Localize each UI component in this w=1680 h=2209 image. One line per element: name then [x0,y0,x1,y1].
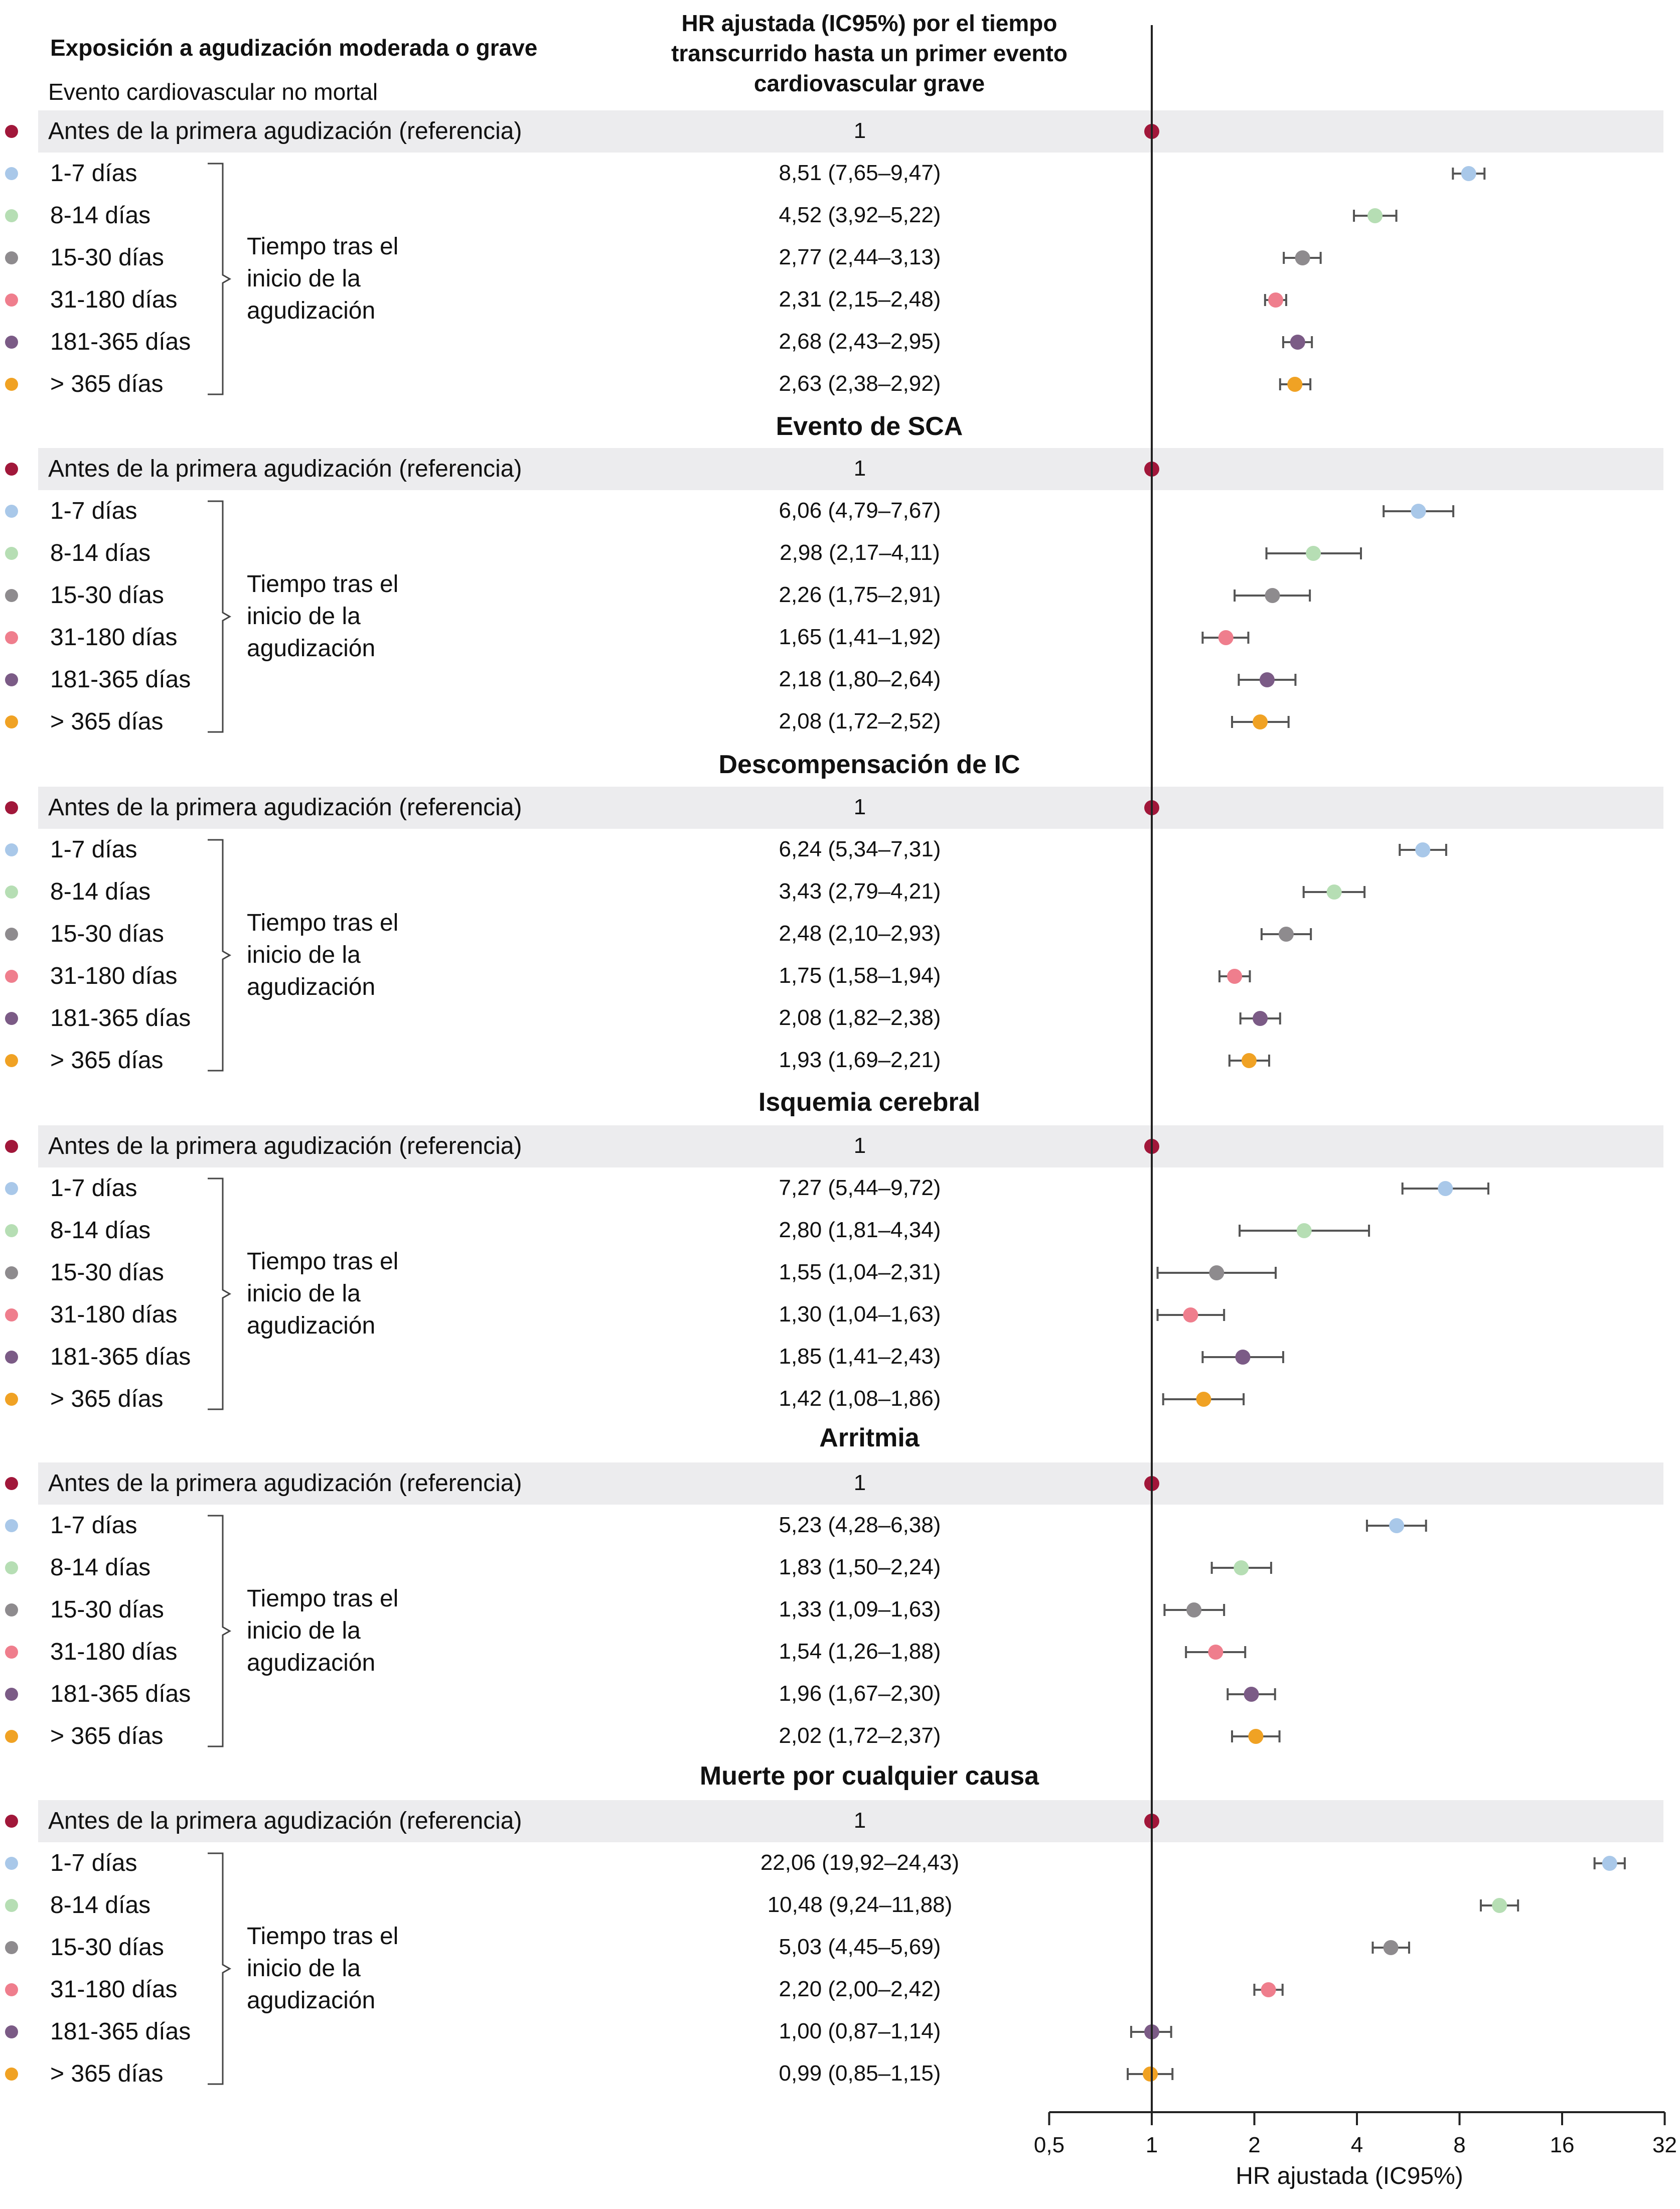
hr-value-text: 2,26 (1,75–2,91) [779,582,941,607]
row-label: Antes de la primera agudización (referencia) [48,794,522,821]
hr-value-text: 1,30 (1,04–1,63) [779,1302,941,1327]
row-label: 31-180 días [50,286,178,313]
hr-point [1261,1982,1276,1997]
x-tick-label: 32 [1652,2133,1677,2157]
hr-value-text: 4,52 (3,92–5,22) [779,203,941,227]
hr-value-text: 1,33 (1,09–1,63) [779,1597,941,1622]
row-label: 181-365 días [50,329,191,355]
hr-value-text: 1,65 (1,41–1,92) [779,625,941,649]
group-label-line: agudización [247,1987,376,2014]
hr-point [1265,588,1280,603]
row-label: 1-7 días [50,1175,137,1202]
group-label-line: agudización [247,298,376,324]
hr-value-text: 5,03 (4,45–5,69) [779,1935,941,1959]
group-bracket [208,1516,230,1746]
hr-point [1438,1181,1453,1196]
row-label: 1-7 días [50,498,137,524]
group-label-line: Tiempo tras el [247,1248,399,1275]
hr-point [1235,1350,1250,1365]
hr-point [1602,1856,1617,1871]
group-label-line: Tiempo tras el [247,910,399,936]
group-label-line: Tiempo tras el [247,1923,399,1950]
hr-point [1244,1687,1259,1702]
row-label: 8-14 días [50,1892,151,1919]
group-bracket [208,1179,230,1409]
hr-value-text: 2,63 (2,38–2,92) [779,371,941,396]
hr-value-text: 1,55 (1,04–2,31) [779,1260,941,1284]
group-label-line: agudización [247,974,376,1000]
first-outcome-label: Evento cardiovascular no mortal [48,79,378,105]
hr-value-text: 1 [853,118,866,143]
group-label-line: agudización [247,1312,376,1339]
hr-point [1327,885,1342,900]
hr-point [1290,335,1305,350]
row-label: > 365 días [50,1723,164,1749]
hr-point [1389,1518,1404,1533]
row-label: Antes de la primera agudización (referencia) [48,118,522,144]
group-label-line: Tiempo tras el [247,1585,399,1612]
row-label: 15-30 días [50,244,164,271]
hr-value-text: 1,96 (1,67–2,30) [779,1681,941,1706]
row-label: 31-180 días [50,1639,178,1665]
group-label-line: inicio de la [247,603,361,630]
row-label: 181-365 días [50,666,191,693]
hr-point [1306,546,1321,561]
hr-value-text: 2,80 (1,81–4,34) [779,1218,941,1242]
hr-value-text: 1 [853,795,866,819]
hr-point [1253,1011,1268,1026]
row-label: 31-180 días [50,1301,178,1328]
hr-point [1268,292,1283,308]
x-tick-label: 2 [1248,2133,1261,2157]
hr-point [1242,1053,1257,1068]
hr-value-text: 2,77 (2,44–3,13) [779,245,941,269]
group-bracket [208,840,230,1071]
row-label: 8-14 días [50,878,151,905]
section-title: Muerte por cualquier causa [699,1761,1039,1791]
x-tick-label: 8 [1453,2133,1466,2157]
hr-value-text: 2,68 (2,43–2,95) [779,329,941,354]
group-label-line: agudización [247,1650,376,1676]
hr-point [1253,714,1268,729]
hr-point [1461,166,1476,181]
row-label: > 365 días [50,2060,164,2087]
hr-point [1208,1645,1223,1660]
row-label: 1-7 días [50,160,137,187]
hr-point [1227,969,1242,984]
x-tick-label: 4 [1350,2133,1363,2157]
hr-value-text: 1,85 (1,41–2,43) [779,1344,941,1369]
hr-value-text: 2,48 (2,10–2,93) [779,921,941,946]
hr-point [1218,630,1234,645]
hr-value-text: 3,43 (2,79–4,21) [779,879,941,904]
row-label: 8-14 días [50,540,151,566]
hr-point [1415,842,1430,857]
x-tick-label: 0,5 [1033,2133,1065,2157]
hr-value-text: 8,51 (7,65–9,47) [779,161,941,185]
hr-value-text: 1 [853,1133,866,1158]
hr-value-text: 7,27 (5,44–9,72) [779,1175,941,1200]
hr-value-text: 2,08 (1,82–2,38) [779,1005,941,1030]
group-bracket [208,501,230,732]
row-label: 15-30 días [50,1596,164,1623]
hr-value-text: 0,99 (0,85–1,15) [779,2061,941,2086]
row-label: 181-365 días [50,1005,191,1032]
section-title: Arritmia [819,1423,920,1452]
hr-point [1248,1729,1263,1744]
hr-value-text: 2,08 (1,72–2,52) [779,709,941,733]
hr-value-text: 1,54 (1,26–1,88) [779,1639,941,1664]
section-title: Isquemia cerebral [758,1088,981,1117]
row-label: 15-30 días [50,921,164,947]
row-label: 8-14 días [50,1554,151,1581]
column-title-line-2: transcurrido hasta un primer evento [671,40,1067,66]
hr-point [1183,1307,1198,1322]
hr-point [1143,2067,1158,2082]
section-title: Descompensación de IC [718,750,1020,779]
hr-point [1297,1223,1312,1238]
column-title-line-1: HR ajustada (IC95%) por el tiempo [681,10,1057,36]
hr-value-text: 2,20 (2,00–2,42) [779,1977,941,2001]
group-label-line: inicio de la [247,265,361,292]
row-label: 8-14 días [50,202,151,229]
row-label: > 365 días [50,708,164,735]
row-label: Antes de la primera agudización (referencia) [48,456,522,482]
group-label-line: Tiempo tras el [247,233,399,260]
hr-value-text: 6,06 (4,79–7,67) [779,498,941,523]
x-axis-label: HR ajustada (IC95%) [1236,2163,1463,2189]
row-label: > 365 días [50,1386,164,1412]
hr-value-text: 10,48 (9,24–11,88) [767,1892,953,1917]
section-title: Evento de SCA [776,412,963,441]
hr-point [1186,1602,1201,1617]
row-label: 181-365 días [50,1344,191,1370]
group-label-line: Tiempo tras el [247,571,399,598]
row-label: 15-30 días [50,1259,164,1286]
group-label-line: inicio de la [247,1617,361,1644]
hr-point [1209,1265,1224,1280]
row-label: 31-180 días [50,624,178,651]
hr-point [1279,927,1294,942]
row-label: 8-14 días [50,1217,151,1244]
row-label: 181-365 días [50,1681,191,1707]
hr-point [1234,1560,1249,1575]
hr-point [1287,377,1302,392]
hr-value-text: 1,75 (1,58–1,94) [779,963,941,988]
hr-point [1295,250,1310,265]
hr-point [1260,672,1275,687]
hr-value-text: 1 [853,456,866,481]
group-label-line: inicio de la [247,942,361,968]
hr-value-text: 2,31 (2,15–2,48) [779,287,941,312]
hr-value-text: 1,83 (1,50–2,24) [779,1555,941,1579]
row-label: 15-30 días [50,582,164,609]
hr-point [1492,1898,1507,1913]
row-label: > 365 días [50,371,164,397]
x-tick-label: 1 [1145,2133,1158,2157]
row-label: 181-365 días [50,2018,191,2045]
row-label: 31-180 días [50,1976,178,2003]
hr-value-text: 2,18 (1,80–2,64) [779,667,941,691]
x-tick-label: 16 [1550,2133,1575,2157]
row-label: 1-7 días [50,1512,137,1539]
group-label-line: agudización [247,635,376,662]
row-label: 15-30 días [50,1934,164,1961]
hr-value-text: 1,00 (0,87–1,14) [779,2019,941,2043]
row-label: > 365 días [50,1047,164,1074]
row-label: Antes de la primera agudización (referencia) [48,1808,522,1834]
hr-point [1384,1940,1399,1955]
row-label: 1-7 días [50,1850,137,1876]
group-label-line: inicio de la [247,1280,361,1307]
hr-value-text: 2,98 (2,17–4,11) [780,540,940,565]
hr-value-text: 1,42 (1,08–1,86) [779,1386,941,1411]
row-label: 31-180 días [50,963,178,989]
row-label: 1-7 días [50,836,137,863]
hr-point [1367,208,1383,223]
hr-value-text: 2,02 (1,72–2,37) [779,1723,941,1748]
exposure-title: Exposición a agudización moderada o grave [50,35,538,61]
hr-value-text: 5,23 (4,28–6,38) [779,1513,941,1537]
hr-value-text: 1,93 (1,69–2,21) [779,1048,941,1072]
hr-point [1196,1392,1211,1407]
group-bracket [208,164,230,394]
hr-value-text: 22,06 (19,92–24,43) [760,1850,960,1875]
group-label-line: inicio de la [247,1955,361,1982]
row-label: Antes de la primera agudización (referencia) [48,1470,522,1497]
hr-value-text: 1 [853,1808,866,1833]
hr-value-text: 1 [853,1470,866,1495]
row-label: Antes de la primera agudización (referencia) [48,1133,522,1159]
hr-point [1411,504,1426,519]
hr-value-text: 6,24 (5,34–7,31) [779,837,941,861]
group-bracket [208,1853,230,2084]
column-title-line-3: cardiovascular grave [753,70,985,96]
